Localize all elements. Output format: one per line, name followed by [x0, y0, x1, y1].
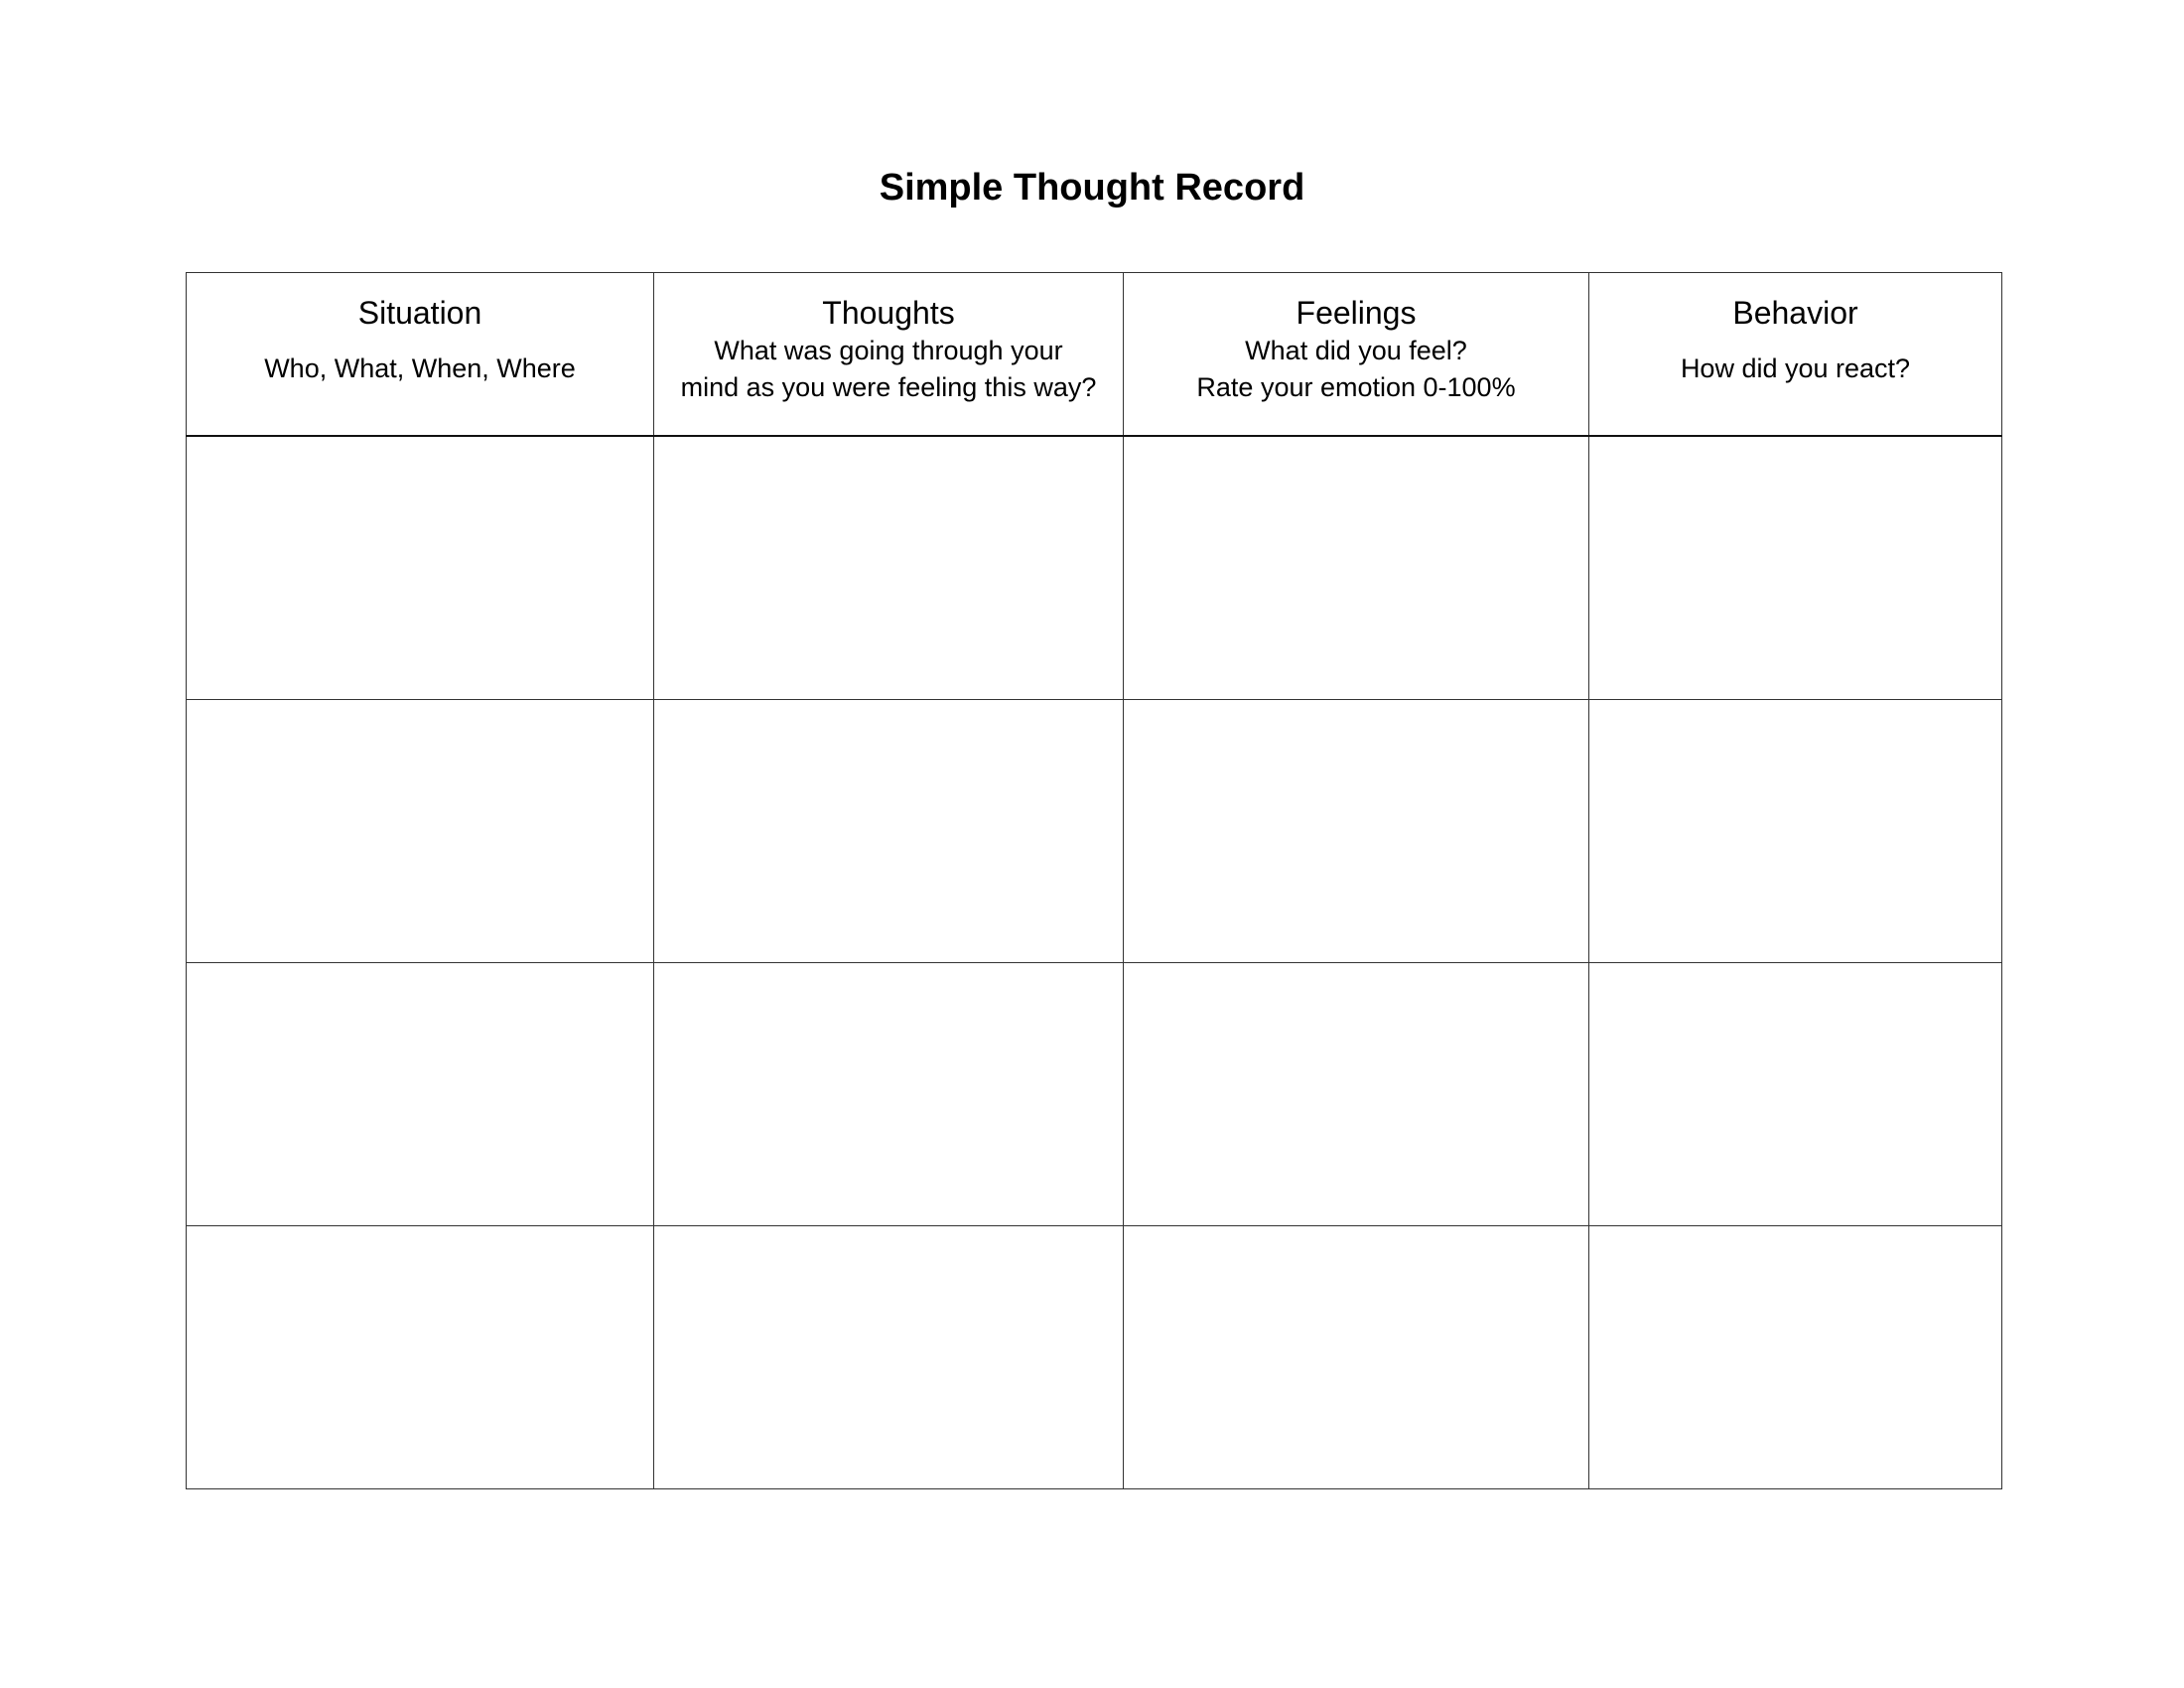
situation-cell[interactable] [187, 700, 654, 963]
header-row [187, 273, 2002, 437]
column-subtext: What did you feel? Rate your emotion 0-100% [1196, 336, 1516, 402]
behavior-cell[interactable] [1589, 963, 2002, 1226]
feelings-cell[interactable] [1124, 436, 1589, 700]
column-heading: Thoughts [822, 295, 955, 331]
column-header-situation [187, 273, 654, 437]
table-row [187, 1226, 2002, 1489]
column-subtext: How did you react? [1680, 353, 1911, 383]
table-row [187, 436, 2002, 700]
table-row [187, 700, 2002, 963]
feelings-cell[interactable] [1124, 963, 1589, 1226]
thought-record-table [186, 272, 2002, 1489]
column-header-thoughts [654, 273, 1124, 437]
thoughts-cell[interactable] [654, 436, 1124, 700]
situation-cell[interactable] [187, 436, 654, 700]
thoughts-cell[interactable] [654, 700, 1124, 963]
situation-cell[interactable] [187, 1226, 654, 1489]
column-heading: Feelings [1296, 295, 1417, 331]
column-header-feelings [1124, 273, 1589, 437]
column-subtext: Who, What, When, Where [264, 353, 576, 383]
behavior-cell[interactable] [1589, 700, 2002, 963]
behavior-cell[interactable] [1589, 436, 2002, 700]
table-row [187, 963, 2002, 1226]
feelings-cell[interactable] [1124, 1226, 1589, 1489]
thoughts-cell[interactable] [654, 963, 1124, 1226]
page-title: Simple Thought Record [879, 167, 1305, 209]
column-heading: Behavior [1732, 295, 1858, 331]
column-heading: Situation [357, 295, 482, 331]
feelings-cell[interactable] [1124, 700, 1589, 963]
behavior-cell[interactable] [1589, 1226, 2002, 1489]
column-header-behavior [1589, 273, 2002, 437]
situation-cell[interactable] [187, 963, 654, 1226]
thoughts-cell[interactable] [654, 1226, 1124, 1489]
column-subtext: What was going through your mind as you were feeling this way? [680, 336, 1097, 402]
